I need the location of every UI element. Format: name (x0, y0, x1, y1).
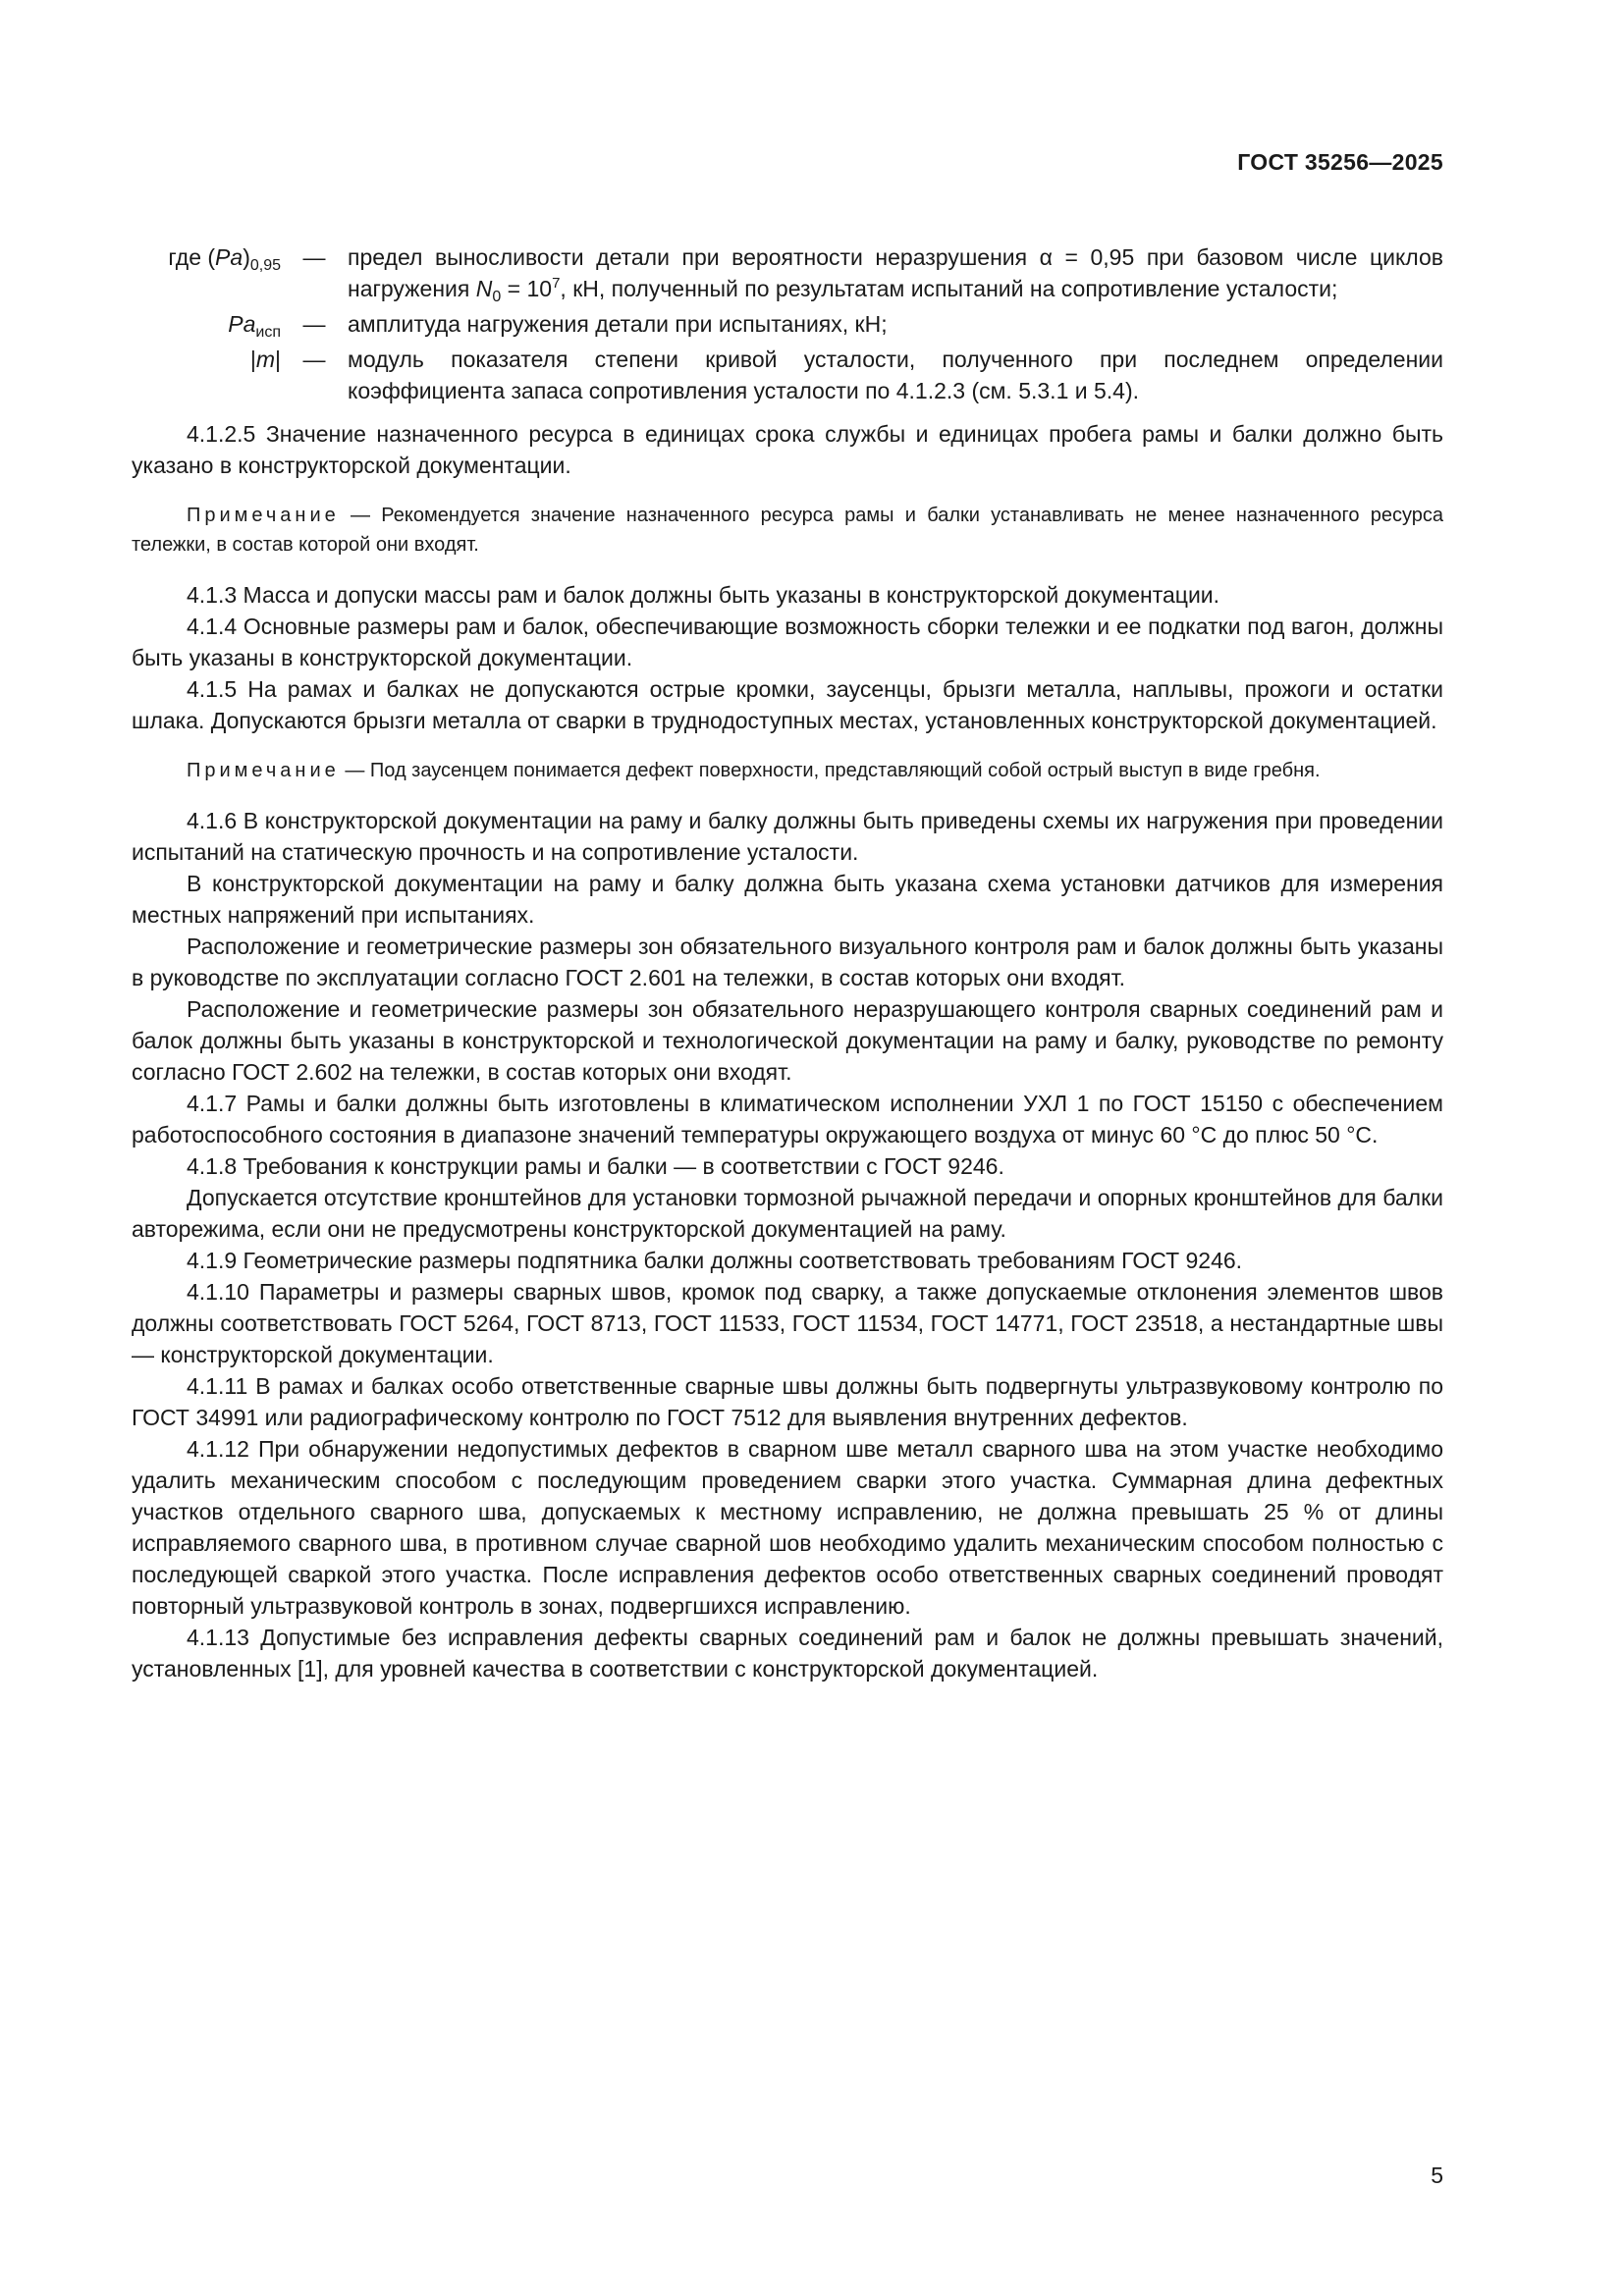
clause-4-1-2-5: 4.1.2.5 Значение назначенного ресурса в единицах срока службы и единицах пробега рамы и балки должно быть указано в конструкторской документации. (132, 421, 1443, 478)
clause-4-1-11: 4.1.11 В рамах и балках особо ответственные сварные швы должны быть подвергнуты ультразвуковому контролю по ГОСТ 34991 или радиографическому контролю по ГОСТ 7512 для выявления внутренних дефектов. (132, 1373, 1443, 1430)
document-header: ГОСТ 35256—2025 (1237, 149, 1443, 175)
clause-4-1-3: 4.1.3 Масса и допуски массы рам и балок должны быть указаны в конструкторской документации. (187, 582, 1220, 608)
note-1 (132, 501, 1443, 560)
clause-4-1-6-paragraph: Расположение и геометрические размеры зон обязательного визуального контроля рам и балок должны быть указаны в руководстве по эксплуатации согласно ГОСТ 2.601 на тележки, в состав которых они входят. (132, 934, 1443, 990)
clause-4-1-6-paragraph: В конструкторской документации на раму и балку должна быть указана схема установки датчиков для измерения местных напряжений при испытаниях. (132, 871, 1443, 928)
note-label: Примечание (187, 505, 340, 526)
definition-text: предел выносливости детали при вероятности неразрушения α = 0,95 при базовом числе циклов нагружения $N_0 = 10^7$, кН, полученный по результатам испытаний на сопротивление усталости; (348, 244, 1443, 305)
note-text: — Под заусенцем понимается дефект поверхности, представляющий собой острый выступ в виде гребня. (339, 760, 1321, 781)
definition-text: амплитуда нагружения детали при испытаниях, кН; (348, 311, 888, 337)
definition-symbol: где $(Pa)_{0,95}$ (168, 244, 281, 274)
definition-row (132, 344, 1443, 406)
clause-4-1-6: 4.1.6 В конструкторской документации на раму и балку должны быть приведены схемы их нагружения при проведении испытаний на статическую прочность и на сопротивление усталости. (132, 808, 1443, 865)
clause-4-1-8-paragraph: Допускается отсутствие кронштейнов для установки тормозной рычажной передачи и опорных кронштейнов для балки авторежима, если они не предусмотрены конструкторской документацией на раму. (132, 1185, 1443, 1242)
page-number: 5 (1431, 2163, 1443, 2188)
clause-4-1-9: 4.1.9 Геометрические размеры подпятника балки должны соответствовать требованиям ГОСТ 9246. (187, 1248, 1243, 1273)
definition-dash: — (302, 311, 326, 337)
clause-4-1-5: 4.1.5 На рамах и балках не допускаются острые кромки, заусенцы, брызги металла, наплывы, прожоги и остатки шлака. Допускаются брызги металла от сварки в труднодоступных местах, установленных конструкторской документацией. (132, 676, 1443, 733)
definition-symbol: $Pa_{исп}$ (228, 311, 281, 341)
clause-4-1-13: 4.1.13 Допустимые без исправления дефекты сварных соединений рам и балок не должны превышать значений, установленных [1], для уровней качества в соответствии с конструкторской документацией. (132, 1625, 1443, 1682)
definition-row (132, 241, 1443, 304)
definition-dash: — (302, 244, 326, 270)
document-body (132, 241, 1443, 1684)
definition-row (132, 308, 1443, 340)
clause-4-1-10: 4.1.10 Параметры и размеры сварных швов, кромок под сварку, а также допускаемые отклонения элементов швов должны соответствовать ГОСТ 5264, ГОСТ 8713, ГОСТ 11533, ГОСТ 11534, ГОСТ 14771, ГОСТ 23518, а нестандартные швы — конструкторской документации. (132, 1279, 1443, 1367)
clause-4-1-7: 4.1.7 Рамы и балки должны быть изготовлены в климатическом исполнении УХЛ 1 по ГОСТ 15150 с обеспечением работоспособного состояния в диапазоне значений температуры окружающего воздуха от минус 60 °С до плюс 50 °С. (132, 1091, 1443, 1148)
definition-dash: — (302, 347, 326, 372)
note-text: — Рекомендуется значение назначенного ресурса рамы и балки устанавливать не менее назначенного ресурса тележки, в состав которой они входят. (132, 505, 1443, 556)
note-2 (132, 756, 1443, 785)
clause-4-1-12: 4.1.12 При обнаружении недопустимых дефектов в сварном шве металл сварного шва на этом участке необходимо удалить механическим способом с последующим проведением сварки этого участка. Суммарная длина дефектных участков отдельного сварного шва, допускаемых к местному исправлению, не должна превышать 25 % от длины исправляемого сварного шва, в противном случае сварной шов необходимо удалить механическим способом полностью с последующей сваркой этого участка. После исправления дефектов особо ответственных сварных соединений проводят повторный ультразвуковой контроль в зонах, подвергшихся исправлению. (132, 1436, 1443, 1619)
clause-4-1-6-paragraph: Расположение и геометрические размеры зон обязательного неразрушающего контроля сварных соединений рам и балок должны быть указаны в конструкторской и технологической документации на раму и балку, руководстве по ремонту согласно ГОСТ 2.602 на тележки, в состав которых они входят. (132, 996, 1443, 1085)
clause-4-1-8: 4.1.8 Требования к конструкции рамы и балки — в соответствии с ГОСТ 9246. (187, 1153, 1004, 1179)
definition-text: модуль показателя степени кривой усталости, полученного при последнем определении коэффициента запаса сопротивления усталости по 4.1.2.3 (см. 5.3.1 и 5.4). (348, 347, 1443, 403)
clause-4-1-4: 4.1.4 Основные размеры рам и балок, обеспечивающие возможность сборки тележки и ее подкатки под вагон, должны быть указаны в конструкторской документации. (132, 614, 1443, 670)
definition-symbol: |m| (249, 347, 281, 372)
note-label: Примечание (187, 760, 340, 781)
symbol-definitions (132, 241, 1443, 406)
